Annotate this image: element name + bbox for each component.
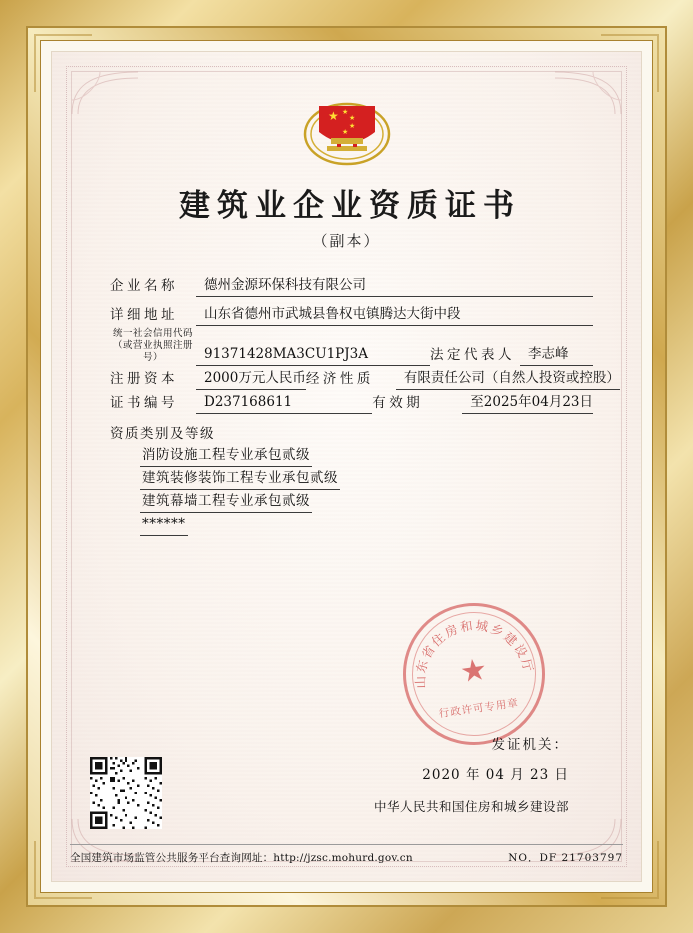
capital-cell bbox=[110, 366, 306, 390]
national-emblem-icon bbox=[301, 94, 393, 166]
field-row-certno-and-validity bbox=[110, 390, 593, 414]
qualification-item-text: 建筑幕墙工程专业承包贰级 bbox=[140, 492, 312, 513]
footer-cert-number: NO．DF 21703797 bbox=[508, 852, 623, 864]
issuing-authority-label: 发证机关： bbox=[491, 737, 569, 753]
seal-arc-text bbox=[397, 597, 551, 751]
footer bbox=[70, 844, 623, 865]
qualification-item-text: 建筑装修装饰工程专业承包贰级 bbox=[140, 469, 340, 490]
economic-type-value: 有限责任公司（自然人投资或控股） bbox=[396, 366, 620, 390]
cert-no-label: 证书编号 bbox=[110, 395, 178, 411]
cert-no-cell bbox=[110, 391, 372, 414]
issue-date-row bbox=[422, 763, 569, 783]
validity-value: 至2025年04月23日 bbox=[462, 390, 593, 414]
certificate-paper bbox=[51, 51, 642, 882]
credit-code-label bbox=[110, 328, 196, 366]
field-row-company bbox=[110, 270, 593, 297]
capital-label: 注册资本 bbox=[110, 371, 178, 387]
official-seal bbox=[394, 594, 554, 754]
seal-bottom-text: 行政许可专用章 bbox=[438, 697, 520, 721]
credit-code-label-line1: 统一社会信用代码 bbox=[112, 328, 193, 339]
fields-container bbox=[110, 270, 620, 536]
cert-no-value: D237168611 bbox=[196, 394, 372, 414]
footer-query-url: 全国建筑市场监管公共服务平台查询网址：http://jzsc.mohurd.gov.cn bbox=[70, 852, 413, 864]
svg-text:★: ★ bbox=[341, 108, 348, 116]
svg-text:★: ★ bbox=[348, 122, 355, 130]
address-value: 山东省德州市武城县鲁权屯镇腾达大街中段 bbox=[196, 302, 593, 326]
seal-star-icon: ★ bbox=[457, 651, 490, 691]
svg-text:★: ★ bbox=[348, 114, 355, 122]
qr-code-icon bbox=[90, 757, 162, 829]
economic-type-cell bbox=[306, 366, 620, 390]
svg-text:★: ★ bbox=[327, 109, 339, 123]
emblem-container bbox=[52, 94, 641, 166]
field-row-address bbox=[110, 299, 593, 326]
economic-type-label: 经济性质 bbox=[305, 371, 374, 387]
issue-date-day-unit: 日 bbox=[554, 767, 569, 783]
page-title: 建筑业企业资质证书 bbox=[179, 188, 521, 224]
legal-rep-label: 法定代表人 bbox=[430, 347, 515, 363]
issue-date-month: 04 bbox=[485, 767, 505, 783]
qualification-item-text: ****** bbox=[140, 515, 188, 536]
qualification-item bbox=[140, 467, 593, 490]
legal-rep-cell bbox=[430, 342, 593, 366]
issuing-authority-row bbox=[492, 733, 570, 753]
decorative-frame-inner bbox=[40, 40, 653, 893]
seal-arc-label: 山东省住房和城乡建设厅 bbox=[412, 617, 537, 689]
field-row-credit-and-legal bbox=[110, 328, 593, 366]
company-name-value: 德州金源环保科技有限公司 bbox=[196, 273, 593, 297]
svg-text:★: ★ bbox=[341, 128, 348, 136]
qualification-list bbox=[140, 444, 593, 536]
decorative-frame-outer bbox=[26, 26, 667, 907]
capital-value: 2000万元人民币 bbox=[196, 366, 306, 390]
issue-date-year: 2020 bbox=[422, 767, 461, 783]
company-name-label: 企业名称 bbox=[110, 278, 178, 294]
credit-code-cell bbox=[110, 328, 430, 366]
validity-label: 有效期 bbox=[372, 395, 424, 411]
qualification-item-text: 消防设施工程专业承包贰级 bbox=[140, 446, 312, 467]
qualification-item bbox=[140, 444, 593, 467]
qualification-item bbox=[140, 490, 593, 513]
credit-code-value: 91371428MA3CU1PJ3A bbox=[196, 346, 430, 366]
ministry-name: 中华人民共和国住房和城乡建设部 bbox=[373, 799, 569, 814]
qualification-label: 资质类别及等级 bbox=[110, 426, 215, 442]
issue-date-month-unit: 月 bbox=[510, 767, 525, 783]
address-label: 详细地址 bbox=[110, 307, 178, 323]
qualification-item bbox=[140, 513, 593, 536]
issue-date-year-unit: 年 bbox=[465, 767, 481, 783]
field-row-capital-and-economic-type bbox=[110, 366, 620, 390]
validity-cell bbox=[372, 390, 593, 414]
legal-rep-value: 李志峰 bbox=[520, 342, 593, 366]
document-subtitle: （副本） bbox=[312, 232, 381, 250]
credit-code-label-line2: （或营业执照注册号） bbox=[112, 340, 193, 363]
issue-date-day: 23 bbox=[530, 767, 550, 783]
